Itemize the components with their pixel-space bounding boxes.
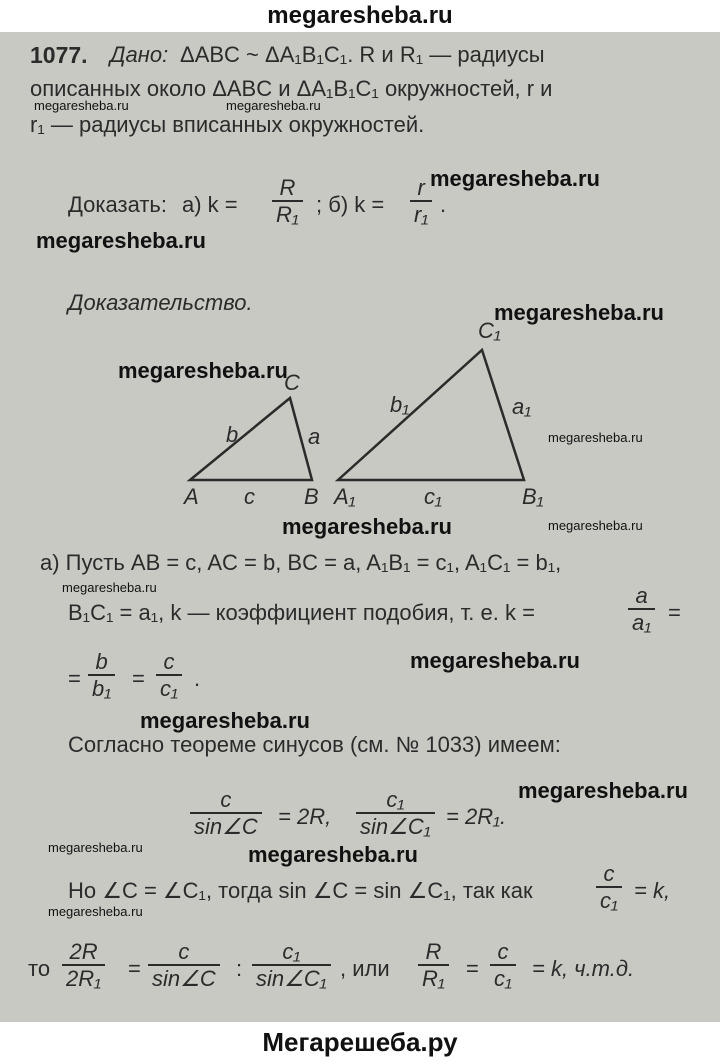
side-b1: b₁	[390, 392, 410, 417]
fraction-denominator: R₁	[272, 200, 303, 228]
given-line-3: r₁ — радиусы вписанных окружностей.	[30, 112, 425, 137]
given-line-1: ΔABC ~ ΔA₁B₁C₁. R и R₁ — радиусы	[180, 42, 545, 67]
fraction-numerator: c₁	[386, 787, 405, 812]
prove-end: .	[440, 192, 447, 217]
textbook-page	[0, 32, 720, 1022]
eq-2R1: = 2R₁.	[446, 804, 507, 829]
site-header: megaresheba.ru	[0, 0, 720, 32]
fraction-numerator: c	[603, 861, 615, 886]
solution-line-5: Но ∠C = ∠C₁, тогда sin ∠C = sin ∠C₁, так как	[68, 878, 533, 903]
prove-label: Доказать:	[68, 192, 167, 217]
equals-start: =	[68, 666, 81, 691]
fraction-2R-2R1	[62, 940, 105, 992]
watermark: megaresheba.ru	[34, 98, 129, 113]
prove-b: ; б) k =	[316, 192, 385, 217]
watermark: megaresheba.ru	[518, 778, 688, 803]
vertex-C: C	[284, 370, 300, 395]
fraction-numerator: a	[635, 583, 648, 608]
conclusion: = k, ч.т.д.	[532, 956, 635, 981]
fraction-c-c1-2	[490, 940, 516, 992]
watermark: megaresheba.ru	[282, 514, 452, 539]
proof-label: Доказательство.	[68, 290, 253, 315]
fraction-c-c1-k	[596, 862, 622, 914]
fraction-numerator: 2R	[69, 939, 98, 964]
given-line-2: описанных около ΔABC и ΔA₁B₁C₁ окружностей, r и	[30, 76, 553, 101]
solution-line-1: а) Пусть AB = c, AC = b, BC = a, A₁B₁ = c₁, A₁C₁ = b₁,	[40, 550, 562, 575]
to-word: то	[28, 956, 51, 981]
fraction-c1-sinC1	[356, 788, 435, 840]
side-c1: c₁	[424, 484, 442, 509]
watermark: megaresheba.ru	[226, 98, 321, 113]
fraction-numerator: c	[220, 787, 232, 812]
problem-number: 1077.	[30, 42, 88, 68]
fraction-denominator: c₁	[490, 964, 516, 992]
fraction-denominator: 2R₁	[62, 964, 105, 992]
side-b: b	[226, 422, 239, 447]
fraction-denominator: sin∠C	[190, 812, 262, 840]
fraction-c-sinC	[190, 788, 262, 840]
watermark: megaresheba.ru	[494, 300, 664, 325]
watermark: megaresheba.ru	[48, 840, 143, 855]
watermark: megaresheba.ru	[118, 358, 288, 383]
watermark: megaresheba.ru	[36, 228, 206, 253]
watermark: megaresheba.ru	[140, 708, 310, 733]
equals-sign: =	[132, 666, 145, 691]
large-triangle	[338, 350, 524, 480]
fraction-numerator: r	[417, 175, 425, 200]
equals-sign: =	[466, 956, 479, 981]
fraction-numerator: c₁	[282, 939, 301, 964]
fraction-numerator: R	[279, 175, 296, 200]
fraction-c-sinC-2	[148, 940, 220, 992]
small-triangle	[190, 398, 312, 480]
eq-k: = k,	[634, 878, 671, 903]
equals-sign: =	[128, 956, 141, 981]
solution-line-2: B₁C₁ = a₁, k — коэффициент подобия, т. е. k =	[68, 600, 535, 625]
side-a1: a₁	[512, 394, 532, 419]
given-label: Дано:	[110, 42, 169, 67]
watermark: megaresheba.ru	[548, 518, 643, 533]
fraction-denominator: sin∠C₁	[252, 964, 331, 992]
vertex-A: A	[184, 484, 199, 509]
fraction-denominator: sin∠C	[148, 964, 220, 992]
vertex-B1: B₁	[522, 484, 544, 509]
fraction-denominator: b₁	[88, 674, 115, 702]
fraction-numerator: c	[178, 939, 190, 964]
fraction-a-a1	[628, 584, 655, 636]
fraction-denominator: c₁	[156, 674, 182, 702]
side-a: a	[308, 424, 321, 449]
fraction-denominator: c₁	[596, 886, 622, 914]
watermark: megaresheba.ru	[548, 430, 643, 445]
fraction-b-b1	[88, 650, 115, 702]
fraction-numerator: b	[95, 649, 108, 674]
vertex-B: B	[304, 484, 319, 509]
fraction-numerator: c	[163, 649, 175, 674]
eq-2R: = 2R,	[278, 804, 332, 829]
watermark: megaresheba.ru	[48, 904, 143, 919]
prove-a: а) k =	[182, 192, 238, 217]
solution-line-4: Согласно теореме синусов (см. № 1033) имеем:	[68, 732, 561, 757]
colon: :	[236, 956, 243, 981]
fraction-c-c1	[156, 650, 182, 702]
or-word: , или	[340, 956, 390, 981]
equals-sign: =	[668, 600, 681, 625]
fraction-denominator: R₁	[418, 964, 449, 992]
watermark: megaresheba.ru	[248, 842, 418, 867]
fraction-c1-sinC1-2	[252, 940, 331, 992]
vertex-C1: C₁	[478, 318, 501, 343]
watermark: megaresheba.ru	[410, 648, 580, 673]
fraction-numerator: R	[425, 939, 442, 964]
period: .	[194, 666, 201, 691]
fraction-R-R1	[418, 940, 449, 992]
fraction-denominator: r₁	[410, 200, 432, 228]
side-c: c	[244, 484, 255, 509]
fraction-numerator: c	[497, 939, 509, 964]
fraction-denominator: a₁	[628, 608, 655, 636]
vertex-A1: A₁	[334, 484, 356, 509]
watermark: megaresheba.ru	[430, 166, 600, 191]
fraction-denominator: sin∠C₁	[356, 812, 435, 840]
watermark: megaresheba.ru	[62, 580, 157, 595]
site-footer: Мегарешеба.ру	[0, 1022, 720, 1062]
